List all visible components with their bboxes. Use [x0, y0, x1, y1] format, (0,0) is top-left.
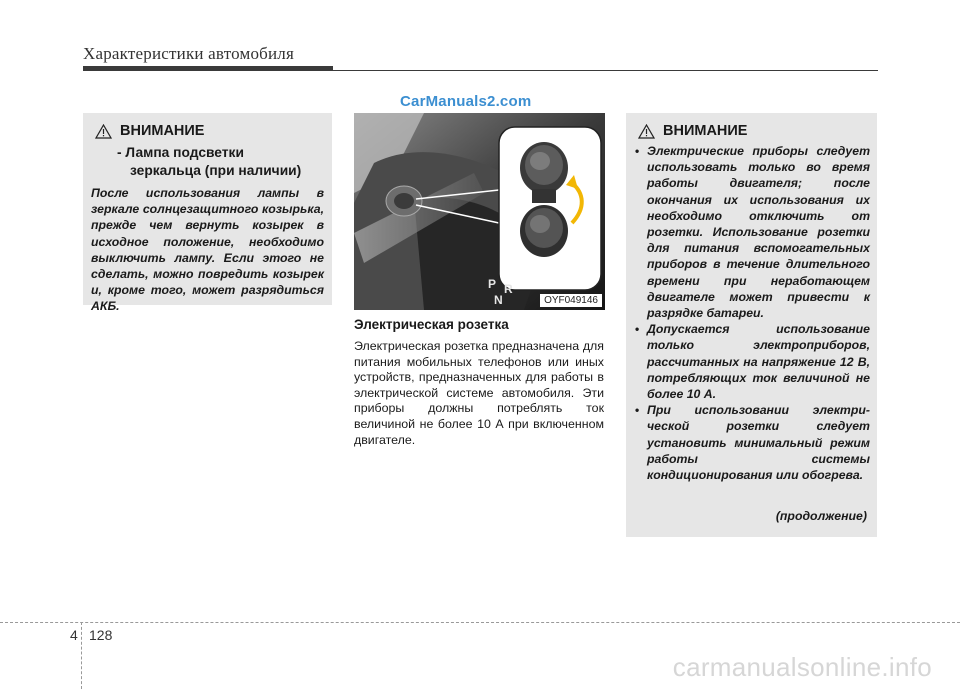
- footer-divider: [81, 622, 83, 689]
- footer-watermark[interactable]: carmanualsonline.info: [672, 652, 932, 682]
- warning-text: После использования лампы в зеркале солнцезащитного козырька, прежде чем вернуть козырек в исходное положение, необходимо выключить лампу. Если этого не сделать, можно повредить козырек и, кроме того, может разрядиться АКБ.: [91, 186, 324, 314]
- section-body: Электрическая розетка предназначена для питания мобильных телефонов или иных устройств, предназначенных для работы в электрической системе автомобиля. Эти приборы должны потреблять ток величиной не более 10 А при включенном двигателе.: [354, 339, 604, 447]
- site-watermark[interactable]: CarManuals2.com: [400, 93, 532, 110]
- warning-item-text: Электрические приборы следует использовать только во время работы двигателя; после окончания их использования их необходимо отключить от розетки. Использование розетки для питания вспомогательных приборов в течение длительного времени при неработающем двигателе может привести к разрядке батареи.: [647, 144, 870, 321]
- warning-list-item: [632, 402, 870, 483]
- warning-heading-text: ВНИМАНИЕ: [663, 123, 748, 139]
- warning-subtitle-line2: зеркальца (при наличии): [130, 163, 302, 178]
- warning-triangle-icon: [95, 124, 112, 139]
- console-illustration: [354, 113, 605, 310]
- warning-heading: [95, 123, 204, 139]
- warning-list-item: [632, 143, 870, 321]
- gear-letter-n: N: [494, 293, 503, 307]
- continued-label: (продолжение): [775, 509, 867, 523]
- warning-subtitle: [117, 144, 327, 180]
- bullet-icon: •: [635, 403, 640, 418]
- header-rule: [83, 66, 878, 72]
- bullet-icon: •: [635, 144, 640, 158]
- warning-heading-text: ВНИМАНИЕ: [120, 123, 205, 139]
- gear-letter-r: R: [504, 282, 513, 296]
- warning-triangle-icon: [638, 124, 655, 139]
- warning-item-text: Допускается использование только электроприборов, рассчитанных на напряжение 12 В, потребляющих ток величиной не более 10 А.: [647, 322, 870, 402]
- page-header-title: Характеристики автомобиля: [83, 44, 294, 63]
- power-outlet-photo: [354, 113, 605, 310]
- warning-list: [632, 143, 870, 483]
- warning-box-power-outlet: [626, 113, 877, 537]
- gear-letter-p: P: [488, 277, 497, 291]
- warning-item-text: При использовании электри- ческой розетки следует установить минимальный режим работы системы кондиционирования или обогрева.: [647, 403, 870, 483]
- warning-subtitle-line1: - Лампа подсветки: [117, 145, 244, 160]
- page-number: 128: [89, 627, 113, 643]
- photo-code: OYF049146: [540, 294, 602, 307]
- warning-box-vanity-lamp: [83, 113, 332, 314]
- warning-heading: [638, 123, 747, 139]
- bullet-icon: •: [635, 322, 640, 337]
- warning-list-item: [632, 321, 870, 402]
- chapter-number: 4: [70, 627, 78, 643]
- footer-rule: [0, 622, 960, 623]
- section-title: Электрическая розетка: [354, 317, 509, 332]
